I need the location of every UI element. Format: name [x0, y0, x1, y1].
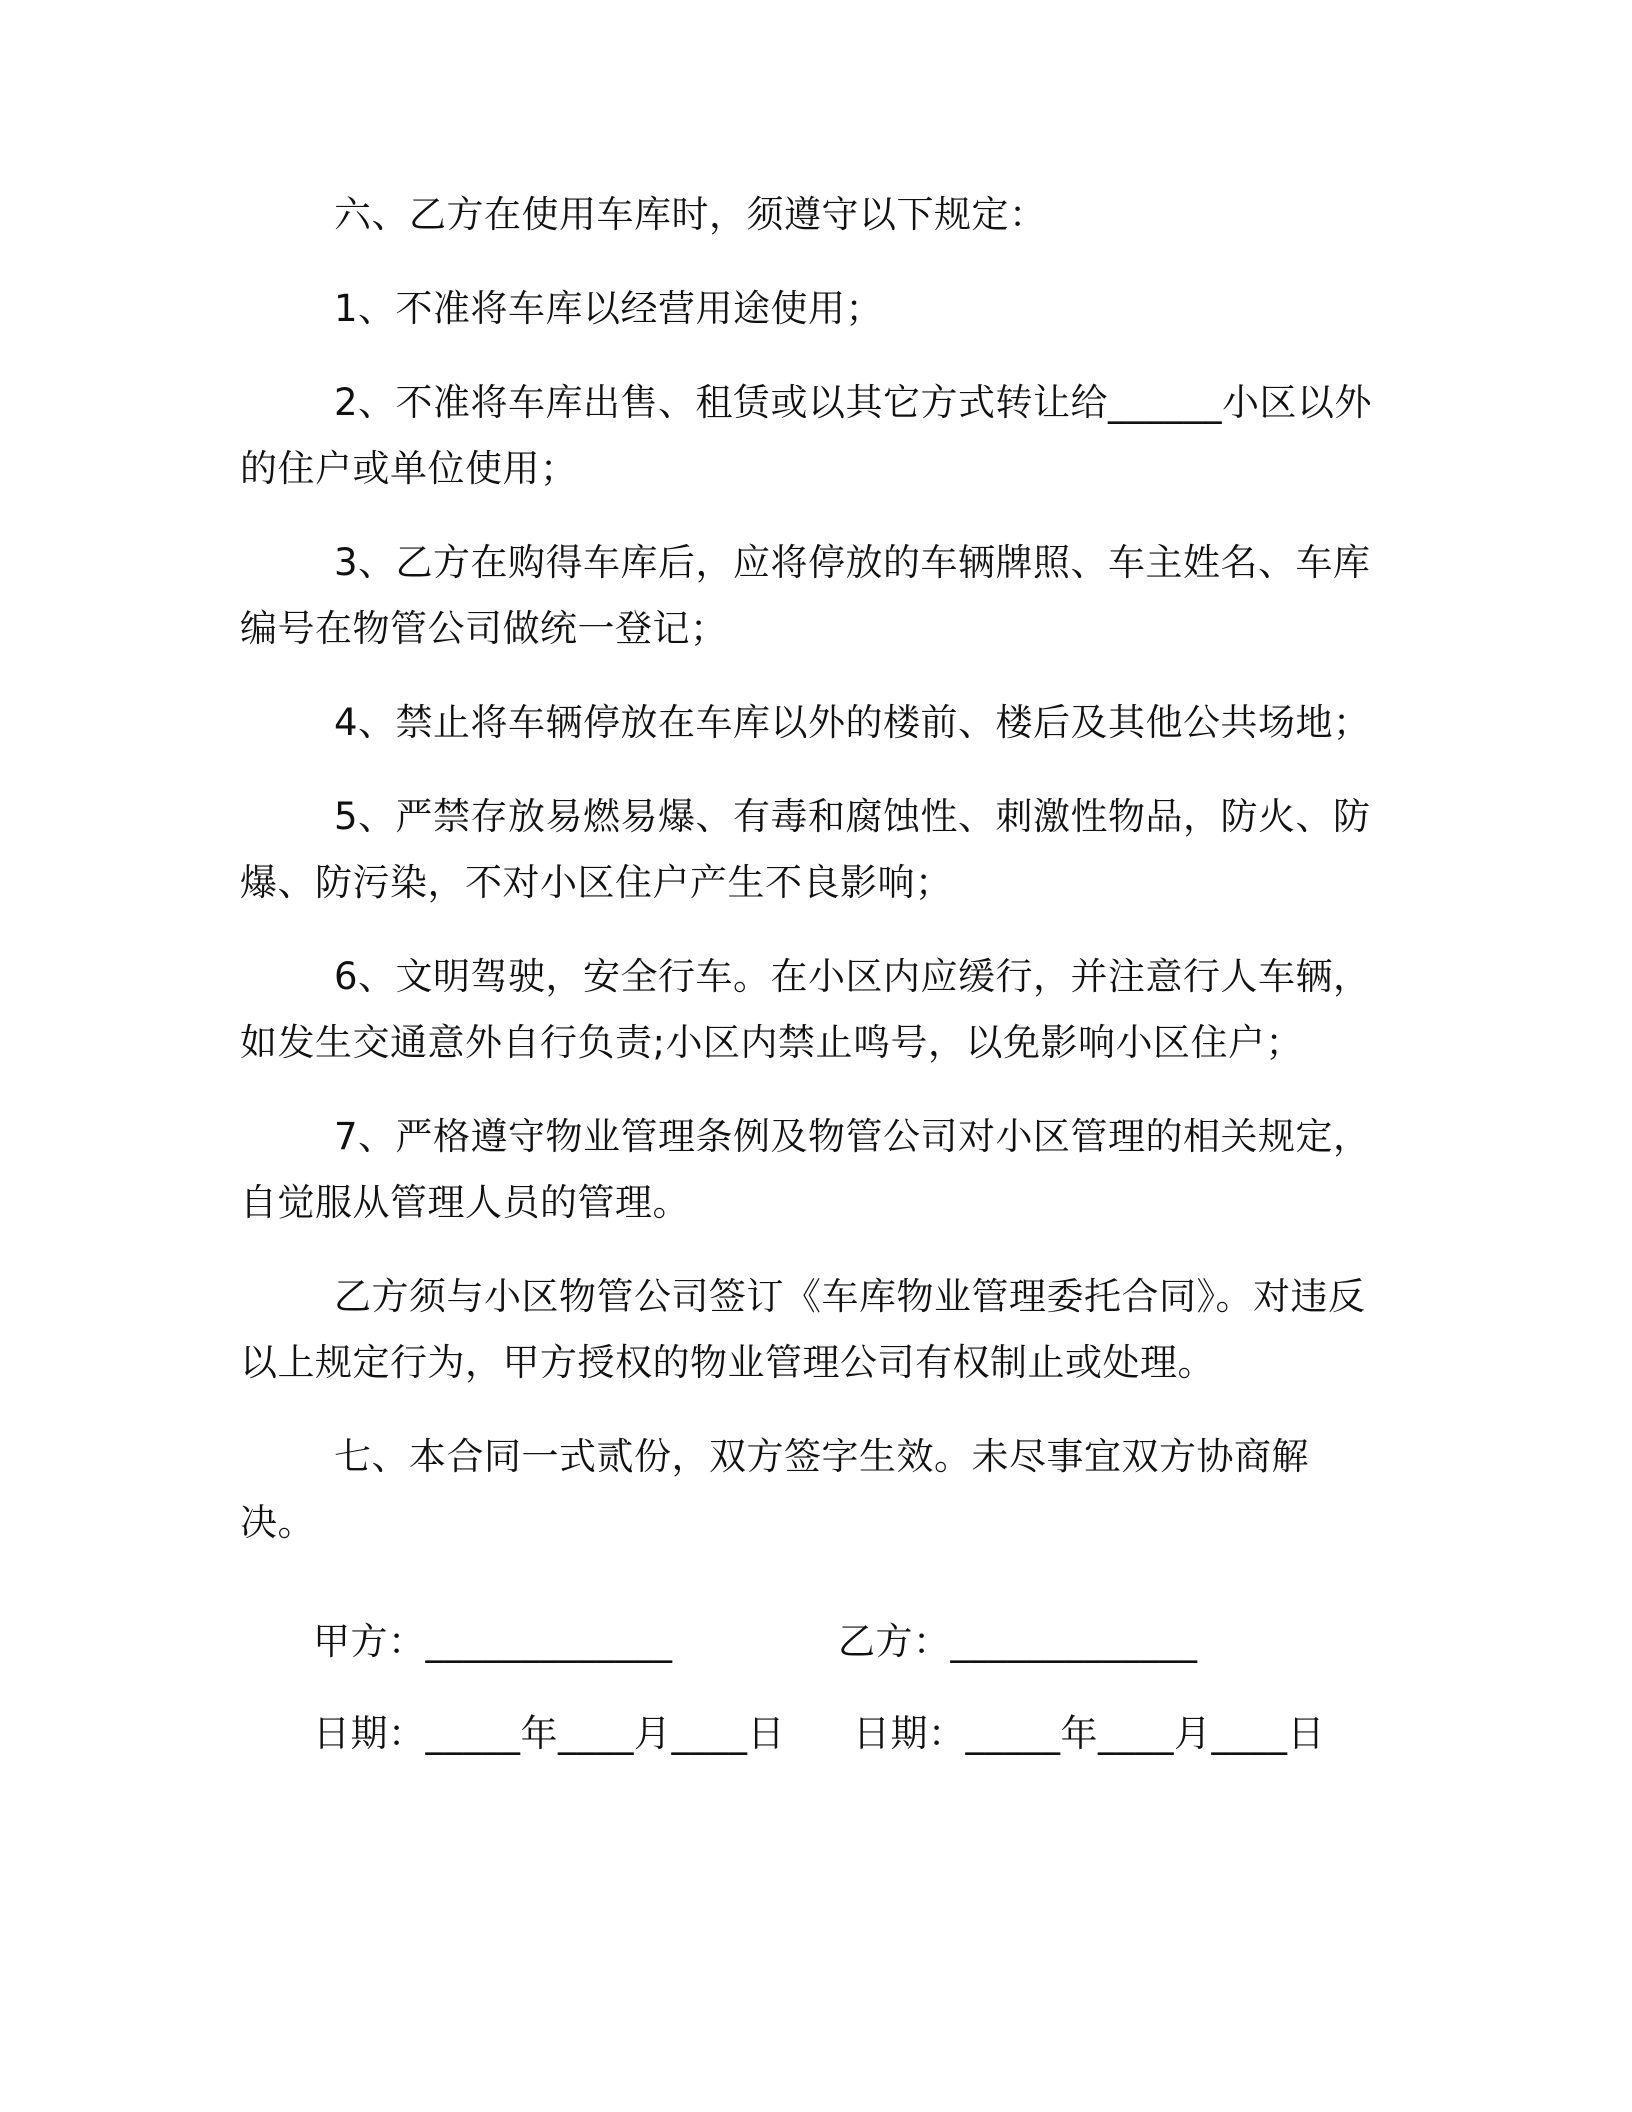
- rule-6: 6、文明驾驶，安全行车。在小区内应缓行，并注意行人车辆，如发生交通意外自行负责;小区内禁止鸣号，以免影响小区住户；: [240, 955, 1371, 1064]
- rule-1: 1、不准将车库以经营用途使用；: [334, 287, 884, 330]
- party-a-date-line: 日期：_____年____月____日: [313, 1712, 785, 1755]
- management-contract-clause: 乙方须与小区物管公司签订《车库物业管理委托合同》。对违反以上规定行为，甲方授权的物业管理公司有权制止或处理。: [240, 1275, 1366, 1384]
- section-seven: 七、本合同一式贰份，双方签字生效。未尽事宜双方协商解决。: [240, 1435, 1309, 1544]
- rule-7: 7、严格遵守物业管理条例及物管公司对小区管理的相关规定，自觉服从管理人员的管理。: [240, 1115, 1371, 1224]
- rule-5: 5、严禁存放易燃易爆、有毒和腐蚀性、刺激性物品，防火、防爆、防污染，不对小区住户产生不良影响；: [240, 795, 1371, 904]
- party-a-signature-line: 甲方：_____________: [313, 1620, 673, 1663]
- rule-4: 4、禁止将车辆停放在车库以外的楼前、楼后及其他公共场地；: [334, 701, 1371, 744]
- document-body: [240, 182, 1382, 1556]
- section-six-heading: 六、乙方在使用车库时，须遵守以下规定：: [334, 193, 1047, 236]
- rule-3: 3、乙方在购得车库后，应将停放的车辆牌照、车主姓名、车库编号在物管公司做统一登记；: [240, 541, 1371, 650]
- rule-2: 2、不准将车库出售、租赁或以其它方式转让给______小区以外的住户或单位使用；: [240, 381, 1373, 490]
- party-b-date-line: 日期：_____年____月____日: [853, 1712, 1325, 1755]
- party-b-signature-line: 乙方：_____________: [838, 1620, 1198, 1663]
